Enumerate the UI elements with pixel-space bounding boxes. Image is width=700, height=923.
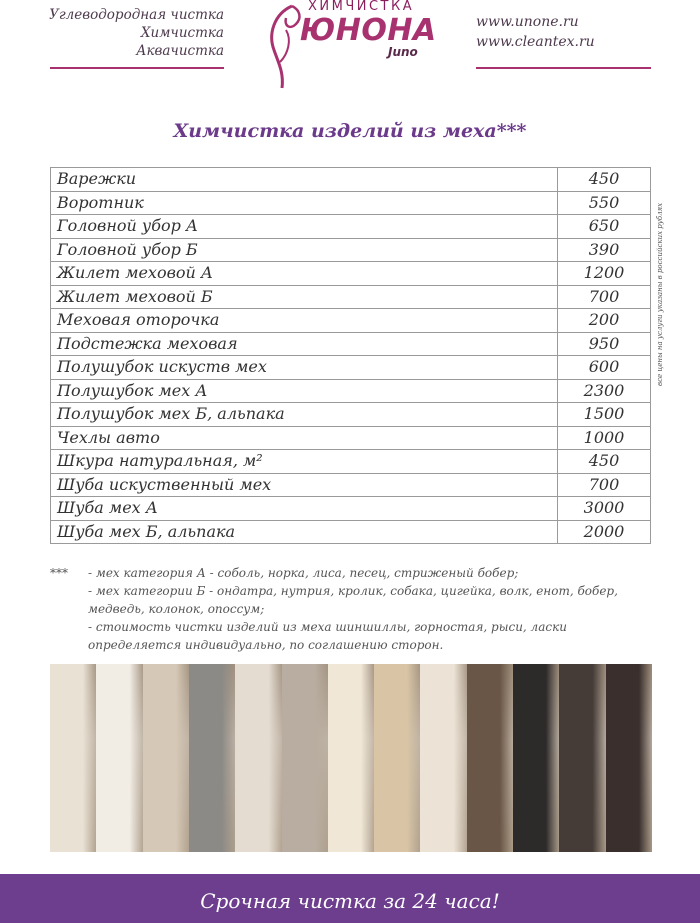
- price-row-item: Жилет меховой Б: [51, 285, 558, 309]
- footnote-category-b: - мех категории Б - ондатра, нутрия, кролик, собака, цигейка, волк, енот, бобер, медведь, колонок, опоссум;: [88, 584, 618, 616]
- price-row-item: Шуба искуственный мех: [51, 473, 558, 497]
- logo-sub-text: Juno: [388, 45, 418, 59]
- price-row: [51, 403, 651, 427]
- price-table: [50, 167, 651, 544]
- website-link-unone[interactable]: www.unone.ru: [476, 14, 579, 30]
- fur-garment: [328, 664, 375, 852]
- price-row-value: 2000: [558, 520, 651, 544]
- price-row-item: Полушубок искуств мех: [51, 356, 558, 380]
- price-row: [51, 332, 651, 356]
- price-row-item: Головной убор А: [51, 215, 558, 239]
- price-row-value: 1200: [558, 262, 651, 286]
- price-row: [51, 497, 651, 521]
- price-row-value: 700: [558, 285, 651, 309]
- price-row-value: 390: [558, 238, 651, 262]
- fur-garment: [467, 664, 514, 852]
- header-divider-right: [476, 67, 651, 69]
- fur-garment: [513, 664, 560, 852]
- price-row-item: Чехлы авто: [51, 426, 558, 450]
- side-note: [655, 166, 667, 386]
- website-link-cleantex[interactable]: www.cleantex.ru: [476, 34, 595, 50]
- logo-main-text: ЮНОНА: [300, 13, 437, 48]
- price-row-value: 1500: [558, 403, 651, 427]
- fur-garment: [420, 664, 467, 852]
- price-row: [51, 520, 651, 544]
- price-row-value: 550: [558, 191, 651, 215]
- footnote-special: - стоимость чистки изделий из меха шиншиллы, горностая, рыси, ласки определяется индивидуально, по соглашению сторон.: [88, 620, 567, 652]
- price-row-value: 2300: [558, 379, 651, 403]
- price-row: [51, 238, 651, 262]
- fur-garment: [50, 664, 97, 852]
- price-row: [51, 473, 651, 497]
- price-row: [51, 309, 651, 333]
- company-logo: [262, 0, 442, 90]
- fur-garment: [282, 664, 329, 852]
- price-row-value: 950: [558, 332, 651, 356]
- price-row-item: Полушубок мех А: [51, 379, 558, 403]
- fur-garment: [189, 664, 236, 852]
- price-row-item: Шуба мех А: [51, 497, 558, 521]
- price-row-value: 450: [558, 450, 651, 474]
- fur-garments-photo: [50, 664, 652, 852]
- currency-note: все цены на услуги указаны в российских рублях: [656, 202, 664, 386]
- price-row-item: Варежки: [51, 168, 558, 192]
- price-row: [51, 262, 651, 286]
- price-row-item: Меховая оторочка: [51, 309, 558, 333]
- price-row: [51, 168, 651, 192]
- price-row: [51, 191, 651, 215]
- service-aqua-cleaning: Аквачистка: [136, 43, 224, 59]
- service-hydrocarbon: Углеводородная чистка: [49, 7, 224, 23]
- price-row-item: Воротник: [51, 191, 558, 215]
- price-row: [51, 215, 651, 239]
- price-table-body: [51, 168, 651, 544]
- promo-banner-text: Срочная чистка за 24 часа!: [200, 889, 500, 913]
- footnote-marker: ***: [50, 566, 68, 580]
- price-row-item: Подстежка меховая: [51, 332, 558, 356]
- price-row-value: 1000: [558, 426, 651, 450]
- website-list: [476, 12, 656, 52]
- service-dry-cleaning: Химчистка: [140, 25, 224, 41]
- services-list: [44, 6, 224, 60]
- fur-garment: [559, 664, 606, 852]
- price-row-value: 200: [558, 309, 651, 333]
- price-row-item: Шуба мех Б, альпака: [51, 520, 558, 544]
- price-row-value: 3000: [558, 497, 651, 521]
- price-row: [51, 450, 651, 474]
- price-row-item: Жилет меховой А: [51, 262, 558, 286]
- logo-top-text: ХИМЧИСТКА: [308, 0, 415, 14]
- header-divider-left: [50, 67, 224, 69]
- price-row: [51, 356, 651, 380]
- promo-banner: [0, 874, 700, 923]
- price-row: [51, 426, 651, 450]
- footnotes: [50, 564, 652, 654]
- footnote-category-a: [50, 564, 652, 582]
- fur-garment: [143, 664, 190, 852]
- fur-garment: [374, 664, 421, 852]
- page-title: Химчистка изделий из меха***: [173, 120, 527, 142]
- fur-garment: [235, 664, 282, 852]
- price-row-item: Головной убор Б: [51, 238, 558, 262]
- price-row-item: Шкура натуральная, м²: [51, 450, 558, 474]
- fur-garment: [606, 664, 652, 852]
- price-row-value: 650: [558, 215, 651, 239]
- footnote-text: - мех категория А - соболь, норка, лиса, песец, стриженый бобер;: [88, 566, 519, 580]
- price-row-value: 700: [558, 473, 651, 497]
- price-row: [51, 285, 651, 309]
- price-row-value: 450: [558, 168, 651, 192]
- price-row: [51, 379, 651, 403]
- fur-garment: [96, 664, 143, 852]
- price-row-value: 600: [558, 356, 651, 380]
- price-row-item: Полушубок мех Б, альпака: [51, 403, 558, 427]
